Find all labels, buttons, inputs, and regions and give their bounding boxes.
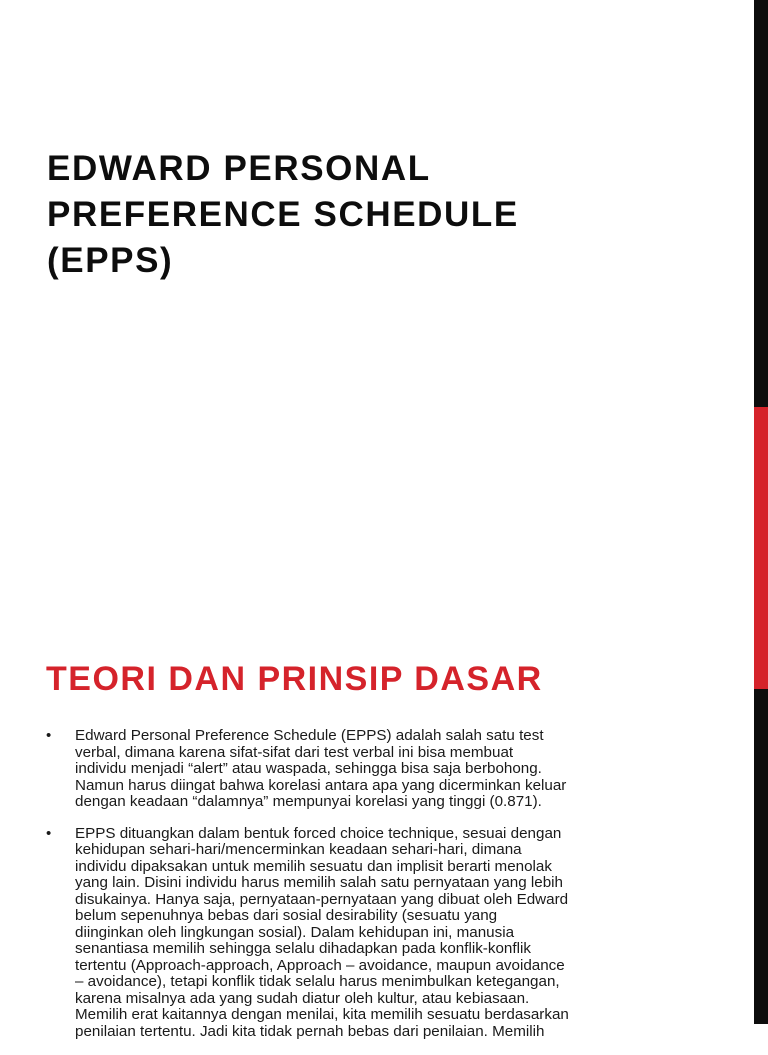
bullet-item-1 (46, 728, 686, 811)
bullet-2-line-4: yang lain. Disini individu harus memilih salah satu pernyataan yang lebih (75, 874, 563, 891)
bullet-1-line-1: Edward Personal Preference Schedule (EPPS) adalah salah satu test (75, 727, 544, 744)
right-edge-red-bar (754, 407, 768, 689)
right-edge-black-bar (754, 0, 768, 407)
slide-1-title-line-1: EDWARD PERSONAL (47, 149, 431, 188)
bullet-2-line-12: Memilih erat kaitannya dengan menilai, kita memilih sesuatu berdasarkan (75, 1006, 569, 1023)
bullet-2-line-2: kehidupan sehari-hari/mencerminkan keadaan sehari-hari, dimana (75, 841, 522, 858)
right-edge-black-bar-lower (754, 689, 768, 1024)
bullet-2-line-11: karena misalnya ada yang sudah diatur oleh kultur, atau kebiasaan. (75, 989, 530, 1007)
slide-1-title (47, 146, 687, 284)
bullet-2-line-10: – avoidance), tetapi konflik tidak selalu harus menimbulkan ketegangan, (75, 973, 560, 990)
bullet-2-line-13: penilaian tertentu. Jadi kita tidak pernah bebas dari penilaian. Memilih (75, 1022, 545, 1040)
bullet-1-line-5: dengan keadaan “dalamnya” mempunyai korelasi yang tinggi (0.871). (75, 793, 542, 810)
bullet-2-line-1: EPPS dituangkan dalam bentuk forced choice technique, sesuai dengan (75, 824, 562, 842)
bullet-item-2 (46, 826, 686, 1041)
bullet-2-line-3: individu dipaksakan untuk memilih sesuatu dan implisit berarti menolak (75, 857, 552, 875)
slide-1-title-line-2: PREFERENCE SCHEDULE (47, 195, 519, 234)
slide-1-title-line-3: (EPPS) (47, 241, 174, 280)
bullet-2-line-8: senantiasa memilih sehingga selalu dihadapkan pada konflik-konflik (75, 940, 531, 957)
bullet-1-line-3: individu menjadi “alert” atau waspada, sehingga bisa saja berbohong. (75, 760, 542, 777)
bullet-2-line-7: diinginkan oleh lingkungan sosial). Dalam kehidupan ini, manusia (75, 923, 515, 941)
slide-2-title: TEORI DAN PRINSIP DASAR (46, 660, 543, 698)
bullet-2-line-5: disukainya. Hanya saja, pernyataan-pernyataan yang dibuat oleh Edward (75, 890, 569, 908)
slide-2 (0, 636, 754, 1040)
bullet-marker: • (46, 727, 52, 744)
bullet-1-line-4: Namun harus diingat bahwa korelasi antara apa yang dicerminkan keluar (75, 776, 567, 794)
bullet-list (46, 728, 686, 1055)
bullet-2-line-9: tertentu (Approach-approach, Approach – avoidance, maupun avoidance (75, 956, 565, 974)
bullet-2-line-6: belum sepenuhnya bebas dari sosial desirability (sesuatu yang (75, 907, 498, 924)
bullet-1-line-2: verbal, dimana karena sifat-sifat dari test verbal ini bisa membuat (75, 743, 514, 761)
bullet-marker: • (46, 824, 52, 842)
